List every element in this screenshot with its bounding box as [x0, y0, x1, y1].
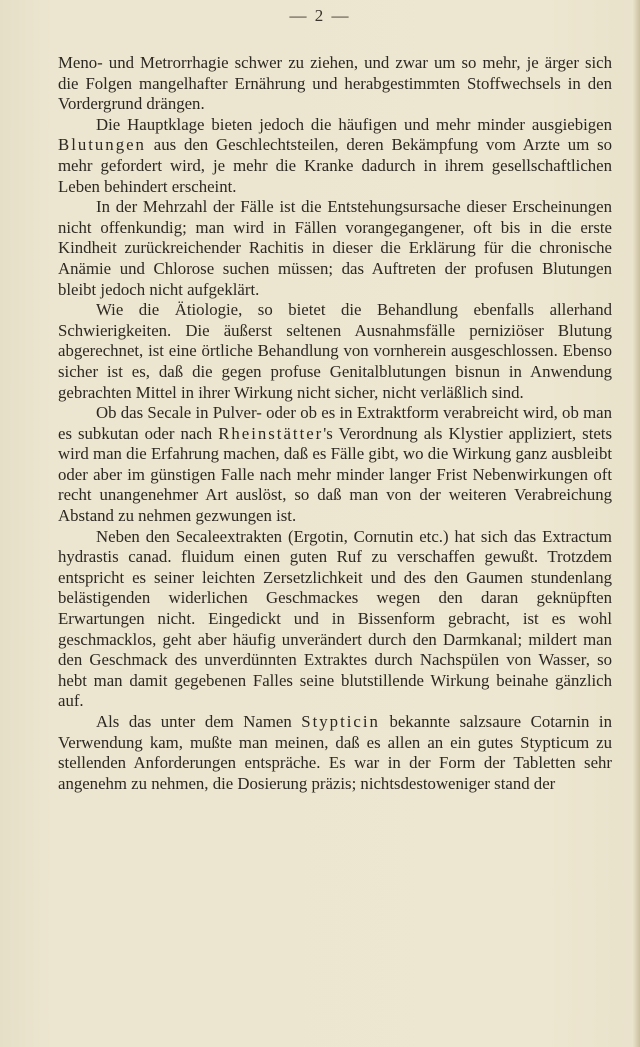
- text-run: Ob das Secale in Pulver- oder ob es in Extraktform verabreicht wird, ob man es subkutan oder nach: [58, 403, 612, 443]
- text-run: Wie die Ätiologie, so bietet die Behandlung ebenfalls allerhand Schwierigkeiten. Die äußerst seltenen Ausnahmsfälle perniziöser Blutung abgerechnet, ist eine örtliche Behandlung von vornherein ausgeschlossen. Ebenso sicher ist es, daß die gegen profuse Genitalblutungen bisnun in Anwendung gebrachten Mittel in ihrer Wirkung nicht sicher, nicht verläßlich sind.: [58, 300, 612, 402]
- text-run: Neben den Secaleextrakten (Ergotin, Cornutin etc.) hat sich das Extractum hydrastis canad. fluidum einen guten Ruf zu verschaffen gewußt. Trotzdem entspricht es seiner leichten Zersetzlichkeit und des den Gaumen stundenlang belästigenden widerlichen Geschmackes wegen den daran geknüpften Erwartungen nicht. Eingedickt und in Bissenform gebracht, ist es wohl geschmacklos, geht aber häufig unverändert durch den Darmkanal; mildert man den Geschmack des unverdünnten Extraktes durch Nachspülen von Wasser, so hebt man damit gegebenen Falles seine blutstillende Wirkung beinahe gänzlich auf.: [58, 526, 612, 711]
- paragraph: [58, 53, 612, 115]
- text-run: bekannte salzsaure Cotarnin in Verwendung kam, mußte man meinen, daß es allen an ein gutes Stypticum zu stellenden Anforderungen entspräche. Es war in der Form der Tabletten sehr angenehm zu nehmen, die Dosierung präzis; nichtsdestoweniger stand der: [58, 712, 612, 793]
- text-run: Als das unter dem Namen: [96, 712, 302, 731]
- body-text: [58, 53, 612, 794]
- text-run: Meno- und Metrorrhagie schwer zu ziehen, und zwar um so mehr, je ärger sich die Folgen mangelhafter Ernährung und herabgestimmten Stoffwechsels in den Vordergrund drängen.: [58, 53, 612, 114]
- page-number: — 2 —: [289, 6, 351, 25]
- page-edge: [632, 0, 640, 1047]
- text-run: aus den Geschlechtsteilen, deren Bekämpfung vom Arzte um so mehr gefordert wird, je mehr die Kranke dadurch in ihrem gesellschaftlichen Leben behindert erscheint.: [58, 135, 612, 196]
- spaced-emphasis: Blutungen: [58, 135, 146, 155]
- text-run: Die Hauptklage bieten jedoch die häufigen und mehr minder ausgiebigen: [96, 114, 612, 134]
- paragraph: [58, 712, 612, 794]
- spaced-emphasis: Rheinstätter: [218, 423, 324, 443]
- paragraph: [58, 300, 612, 403]
- paragraph: [58, 527, 612, 712]
- text-run: In der Mehrzahl der Fälle ist die Entstehungsursache dieser Erscheinungen nicht offenkundig; man wird in Fällen vorangegangener, oft bis in die erste Kindheit zurückreichender Rachitis in dieser die Erklärung für die chronische Anämie und Chlorose suchen müssen; das Auftreten der profusen Blutungen bleibt jedoch nicht aufgeklärt.: [58, 197, 612, 299]
- text-run: 's Verordnung als Klystier appliziert, stets wird man die Erfahrung machen, daß es Fälle gibt, wo die Wirkung ganz ausbleibt oder aber im günstigen Falle nach mehr minder langer Frist Nebenwirkungen oft recht unangenehmer Art auslöst, so daß man von der weiteren Verabreichung Abstand zu nehmen gezwungen ist.: [58, 423, 612, 526]
- paragraph: [58, 197, 612, 300]
- spaced-emphasis: Stypticin: [301, 712, 380, 731]
- paragraph: [58, 403, 612, 527]
- paragraph: [58, 115, 612, 197]
